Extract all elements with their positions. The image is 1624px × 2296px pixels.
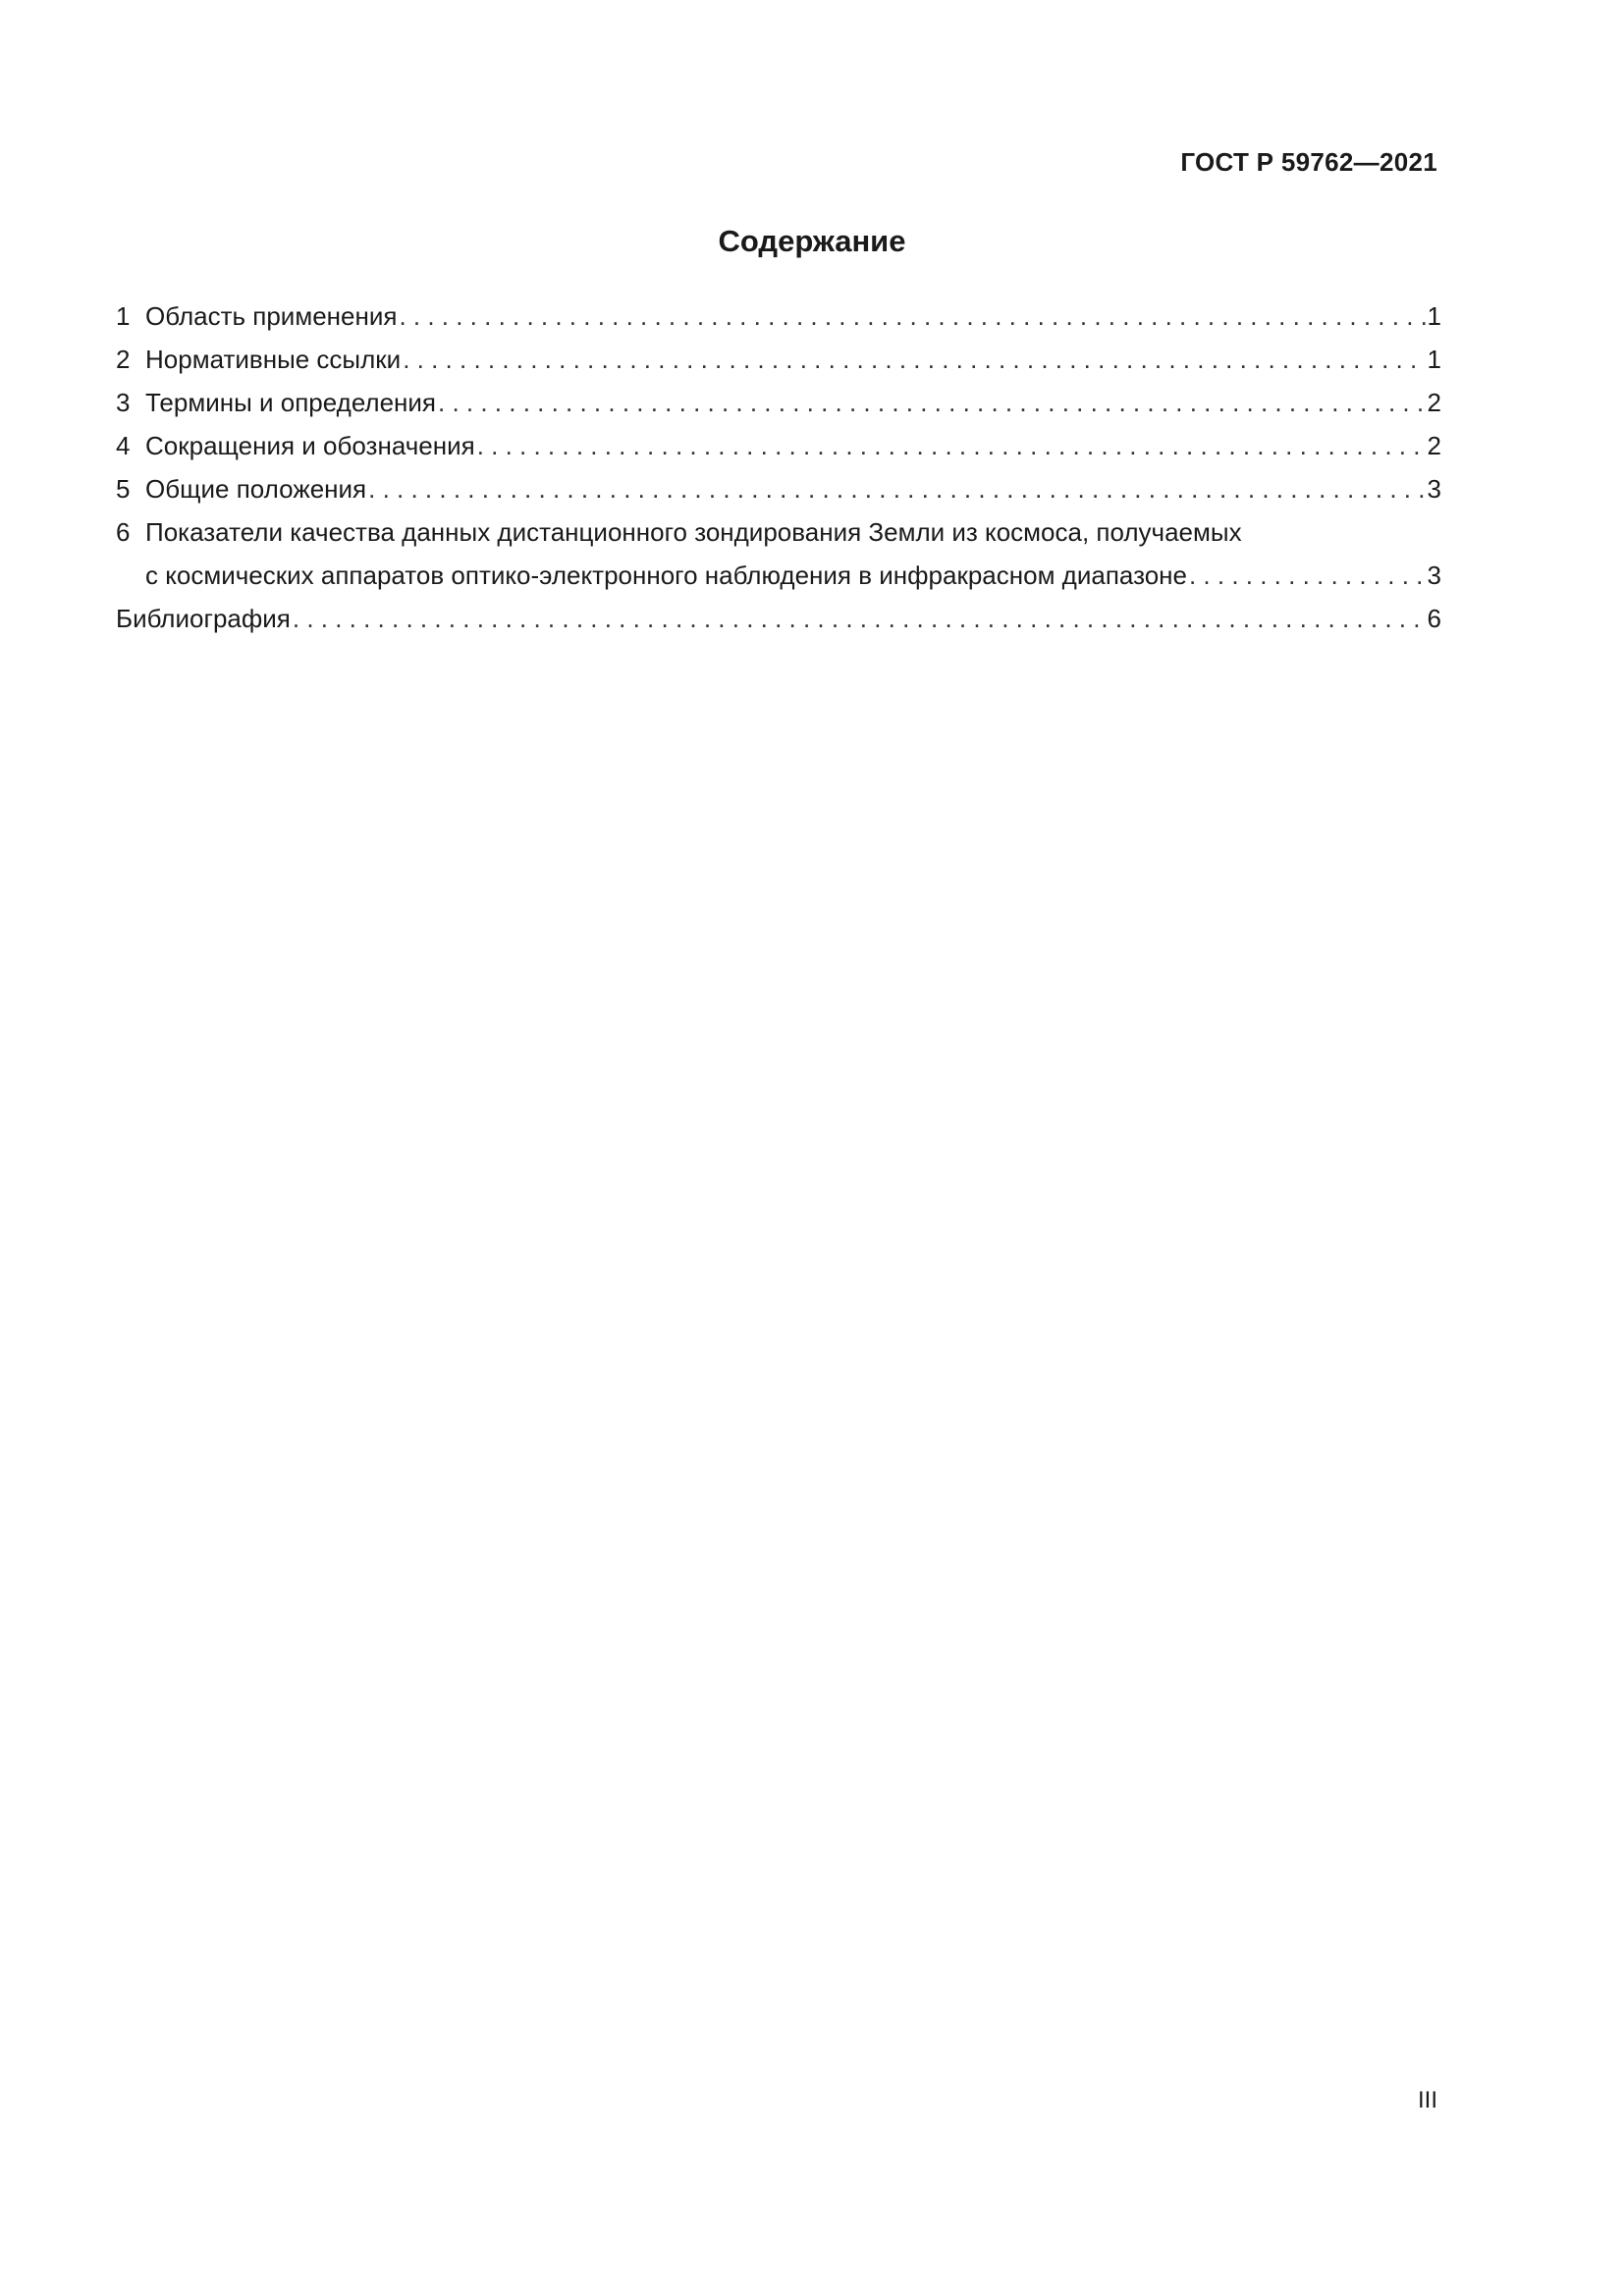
page-number: III <box>1417 2087 1437 2113</box>
toc-entry-label: Термины и определения <box>145 388 437 417</box>
toc-entry-page: 2 <box>1427 388 1441 417</box>
toc-entry-2[interactable] <box>116 338 1441 381</box>
toc-entry-label: Общие положения <box>145 474 367 504</box>
toc-entry-number: 4 <box>116 431 131 460</box>
toc-entry-page: 3 <box>1427 474 1441 504</box>
toc-entry-number: 5 <box>116 474 131 504</box>
dot-leader <box>403 338 1425 381</box>
dot-leader <box>438 381 1426 424</box>
dot-leader <box>399 294 1425 338</box>
toc-entry-number: 6 <box>116 517 131 547</box>
toc-entry-label: Область применения <box>145 301 398 331</box>
dot-leader <box>293 597 1426 640</box>
toc-entry-5[interactable] <box>116 467 1441 510</box>
dot-leader <box>477 424 1426 467</box>
toc-entry-number: 2 <box>116 345 131 374</box>
toc-entry-6[interactable] <box>116 510 1441 597</box>
table-of-contents <box>116 294 1441 640</box>
toc-entry-page: 3 <box>1427 561 1441 590</box>
toc-entry-3[interactable] <box>116 381 1441 424</box>
toc-entry-page: 1 <box>1427 345 1441 374</box>
toc-entry-label: Нормативные ссылки <box>145 345 402 374</box>
toc-entry-label-line2: с космических аппаратов оптико-электронного наблюдения в инфракрасном диапазоне <box>145 561 1187 590</box>
toc-entry-label-line1: Показатели качества данных дистанционного зондирования Земли из космоса, получаемых <box>145 517 1242 547</box>
toc-entry-page: 2 <box>1427 431 1441 460</box>
toc-entry-label: Библиография <box>116 604 291 633</box>
toc-entry-page: 6 <box>1427 604 1441 633</box>
toc-entry-bibliography[interactable] <box>116 597 1441 640</box>
toc-entry-4[interactable] <box>116 424 1441 467</box>
dot-leader <box>368 467 1425 510</box>
toc-entry-label: Сокращения и обозначения <box>145 431 475 460</box>
document-code: ГОСТ Р 59762—2021 <box>1180 147 1437 177</box>
toc-entry-number: 1 <box>116 301 131 331</box>
toc-entry-1[interactable] <box>116 294 1441 338</box>
dot-leader <box>1189 554 1426 597</box>
toc-entry-number: 3 <box>116 388 131 417</box>
toc-title: Содержание <box>718 224 906 258</box>
toc-entry-page: 1 <box>1427 301 1441 331</box>
